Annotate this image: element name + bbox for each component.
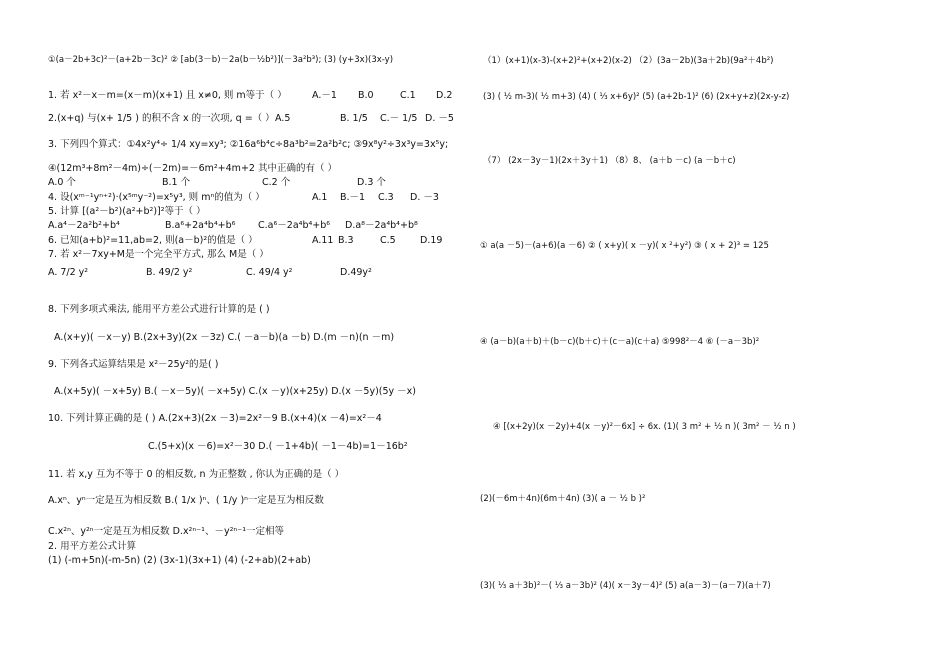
- q8-options: A.(x+y)( －x－y) B.(2x+3y)(2x －3z) C.( －a－b)(a －b) D.(m －n)(n －m): [54, 332, 395, 343]
- top-problems-line: ①(a－2b+3c)²－(a+2b－3c)² ② [ab(3－b)－2a(b－½b²)](－3a²b³); (3) (y+3x)(3x-y): [48, 55, 394, 65]
- q4-option-d: D. －3: [410, 192, 439, 203]
- q4-option-c: C.3: [378, 192, 394, 203]
- q8-stem: 8. 下列多项式乘法, 能用平方差公式进行计算的是 ( ): [48, 304, 270, 315]
- q5-option-b: B.a⁶+2a⁴b⁴+b⁶: [165, 220, 236, 231]
- q1-stem: 1. 若 x²－x－m=(x－m)(x+1) 且 x≠0, 则 m等于（ ）: [48, 90, 287, 101]
- q2-option-b: B. 1/5: [340, 113, 368, 124]
- q5-stem: 5. 计算 [(a²－b²)(a²+b²)]²等于（ ）: [48, 206, 206, 217]
- q7-option-a: A. 7/2 y²: [48, 267, 89, 278]
- q10-line1: 10. 下列计算正确的是 ( ) A.(2x+3)(2x －3)=2x²－9 B.(x+4)(x －4)=x²－4: [48, 413, 382, 424]
- q3-line2: ④(12m³+8m²－4m)÷(－2m)=－6m²+4m+2 其中正确的有（ ）: [48, 163, 337, 174]
- q3-option-b: B.1 个: [162, 177, 191, 188]
- q1-option-c: C.1: [400, 90, 416, 101]
- q1-option-b: B.0: [358, 90, 374, 101]
- q2-option-a: A.5: [275, 113, 291, 124]
- q5-option-d: D.a⁸－2a⁴b⁴+b⁸: [345, 220, 418, 231]
- q3-option-a: A.0 个: [48, 177, 76, 188]
- q3-line1: 3. 下列四个算式：①4x²y⁴÷ 1/4 xy=xy³; ②16a⁶b⁴c÷8a³b²=2a²b²c; ③9x⁸y²÷3x³y=3x⁵y;: [48, 139, 449, 150]
- right-row-2: (3) ( ½ m-3)( ½ m+3) (4) ( ⅓ x+6y)² (5) (a+2b-1)² (6) (2x+y+z)(2x-y-z): [483, 92, 790, 102]
- q3-option-c: C.2 个: [262, 177, 291, 188]
- q7-option-d: D.49y²: [340, 267, 372, 278]
- q6-option-d: D.19: [420, 235, 443, 246]
- section2-items: (1) (-m+5n)(-m-5n) (2) (3x-1)(3x+1) (4) (-2+ab)(2+ab): [48, 555, 311, 566]
- q3-option-d: D.3 个: [357, 177, 386, 188]
- q5-option-a: A.a⁴－2a²b²+b⁴: [48, 220, 120, 231]
- q1-option-d: D.2: [436, 90, 453, 101]
- q6-option-c: C.5: [380, 235, 396, 246]
- right-row-4: ① a(a －5)－(a+6)(a －6) ② ( x+y)( x －y)( x ²+y²) ③ ( x + 2)³ = 125: [480, 241, 769, 251]
- q7-option-c: C. 49/4 y²: [246, 267, 293, 278]
- right-row-8: (3)( ⅓ a＋3b)²－( ⅓ a－3b)² (4)( x－3y－4)² (5) a(a－3)－(a－7)(a＋7): [480, 581, 771, 591]
- right-row-5: ④ (a－b)(a＋b)＋(b－c)(b＋c)＋(c－a)(c＋a) ⑤998²－4 ⑥ (－a－3b)²: [480, 337, 760, 347]
- q1-option-a: A.－1: [312, 90, 337, 101]
- q2-option-c: C.－ 1/5: [380, 113, 418, 124]
- right-row-1: （1）(x+1)(x-3)-(x+2)²+(x+2)(x-2) （2）(3a－2b)(3a＋2b)(9a²＋4b²): [483, 56, 774, 66]
- q10-line2: C.(5+x)(x －6)=x²－30 D.( －1+4b)( －1－4b)=1－16b²: [148, 441, 408, 452]
- section2-title: 2. 用平方差公式计算: [48, 541, 137, 552]
- q11-stem: 11. 若 x,y 互为不等于 0 的相反数, n 为正整数 , 你认为正确的是（ ）: [48, 469, 345, 480]
- q11-line3: C.x²ⁿ、y²ⁿ一定是互为相反数 D.x²ⁿ⁻¹、－y²ⁿ⁻¹一定相等: [48, 526, 285, 537]
- q7-option-b: B. 49/2 y²: [146, 267, 193, 278]
- q9-options: A.(x+5y)( －x+5y) B.( －x－5y)( －x+5y) C.(x －y)(x+25y) D.(x －5y)(5y －x): [54, 386, 417, 397]
- q2-stem: 2.(x+q) 与(x+ 1/5 ) 的积不含 x 的一次项, q =（ ）: [48, 113, 275, 124]
- q2-option-d: D. －5: [425, 113, 454, 124]
- q7-stem: 7. 若 x²－7xy+M是一个完全平方式, 那么 M是（ ）: [48, 249, 269, 260]
- q4-option-b: B.－1: [340, 192, 366, 203]
- q9-stem: 9. 下列各式运算结果是 x²－25y²的是( ): [48, 359, 219, 370]
- q4-stem: 4. 设(xᵐ⁻¹yⁿ⁺²)·(x⁵ᵐy⁻²)=x⁵y³, 则 mⁿ的值为（ ）: [48, 192, 265, 203]
- right-row-6: ④ [(x+2y)(x －2y)+4(x －y)²－6x] ÷ 6x. (1)( 3 m² + ½ n )( 3m² － ½ n ): [493, 422, 796, 432]
- q5-option-c: C.a⁶－2a⁴b⁴+b⁶: [258, 220, 331, 231]
- q6-option-a: A.11: [312, 235, 334, 246]
- q6-stem: 6. 已知(a+b)²=11,ab=2, 则(a－b)²的值是（ ）: [48, 235, 258, 246]
- right-row-3: （7） (2x－3y－1)(2x＋3y＋1) （8）8、 (a＋b －c) (a －b＋c): [483, 156, 736, 166]
- q4-option-a: A.1: [312, 192, 328, 203]
- right-row-7: (2)(－6m＋4n)(6m＋4n) (3)( a － ½ b )²: [480, 494, 646, 504]
- q11-line2: A.xⁿ、yⁿ一定是互为相反数 B.( 1/x )ⁿ、( 1/y )ⁿ一定是互为相反数: [48, 495, 324, 506]
- q6-option-b: B.3: [338, 235, 354, 246]
